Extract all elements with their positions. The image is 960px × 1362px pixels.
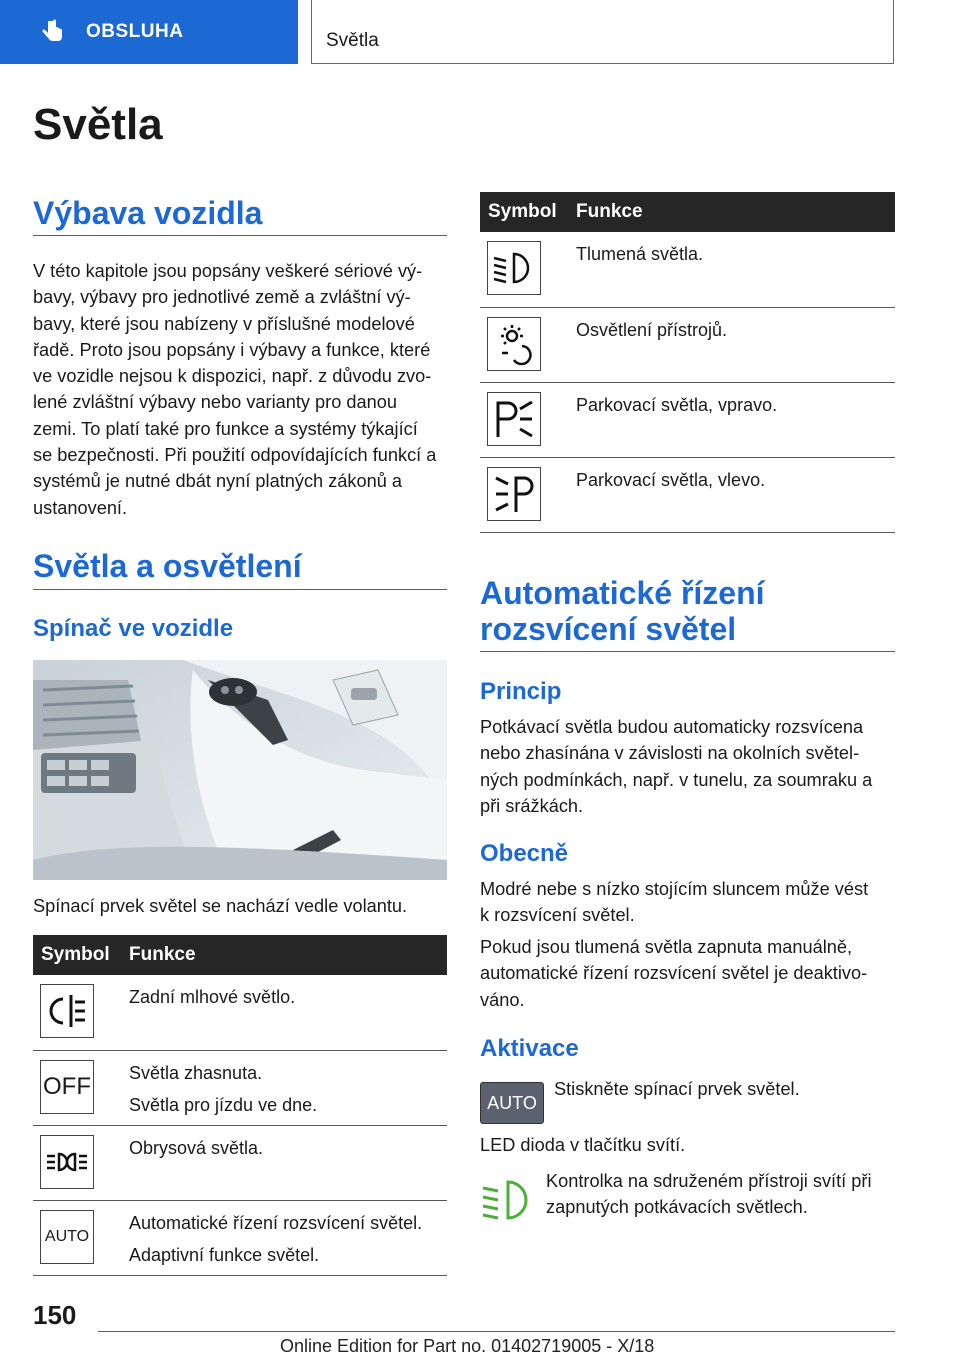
section-tab[interactable]: [0, 0, 298, 64]
table-row: Parkovací světla, vlevo.: [480, 457, 895, 532]
table-row: Zadní mlhové světlo.: [33, 975, 447, 1050]
table-row: AUTO Automatické řízení rozsvícení světel. Adaptivní funkce světel.: [33, 1200, 447, 1275]
obecne-paragraph-1: Modré nebe s nízko stojícím sluncem může vést k rozsvícení světel.: [480, 879, 869, 926]
col-symbol: Symbol: [33, 935, 129, 975]
chapter-header: [311, 0, 894, 64]
side-lights-icon: [40, 1135, 94, 1189]
auto-icon: AUTO: [40, 1210, 94, 1264]
heading-rule: [33, 235, 447, 236]
table-row: Tlumená světla.: [480, 232, 895, 307]
footer-rule: [98, 1331, 895, 1332]
chapter-label: Světla: [326, 30, 379, 51]
heading-automaticke-rizeni: Automatické řízení rozsvícení světel: [480, 575, 765, 647]
rear-fog-light-icon: [40, 984, 94, 1038]
indicator-text: Kontrolka na sdruženém přístroji svítí při zapnutých potkávacích světlech.: [546, 1171, 872, 1218]
footer-edition: Online Edition for Part no. 01402719005 - X/18: [280, 1336, 655, 1356]
heading-vybava: Výbava vozidla: [33, 195, 263, 231]
parking-light-right-icon: [487, 392, 541, 446]
low-beam-icon: [487, 241, 541, 295]
symbol-table-lights: [480, 192, 895, 533]
subheading-aktivace: Aktivace: [480, 1035, 579, 1062]
intro-paragraph: V této kapitole jsou popsány veškeré sériové vý‐ bavy, výbavy pro jednotlivé země a zvláštní vý‐ bavy, které jsou nabízeny v příslušné modelové řadě. Proto jsou popsány i výbavy a funkce, které ve vozidle nejsou k dispozici, např. z důvodu zvo‐ lené zvláštní výbavy nebo varianty pro danou zemi. To platí také pro funkce a systémy týkající se bezpečnosti. Při použití odpovídajících funkcí a systémů je nutné dbát nyní platných zákonů a ustanovení.: [33, 261, 437, 518]
princip-paragraph: Potkávací světla budou automaticky rozsvícena nebo zhasínána v závislosti na okolních světel‐ ných podmínkách, např. v tunelu, za soumraku a při srážkách.: [480, 717, 873, 816]
heading-rule: [33, 589, 447, 590]
page-title: Světla: [33, 100, 163, 149]
section-label: OBSLUHA: [86, 21, 184, 42]
table-row: Osvětlení přístrojů.: [480, 307, 895, 382]
table-row: Parkovací světla, vpravo.: [480, 382, 895, 457]
page-number: 150: [33, 1300, 77, 1330]
aktivace-instruction: Stiskněte spínací prvek světel.: [554, 1079, 800, 1099]
subheading-obecne: Obecně: [480, 840, 569, 867]
heading-svetla-osvetleni: Světla a osvětlení: [33, 548, 302, 584]
led-text: LED dioda v tlačítku svítí.: [480, 1135, 686, 1155]
instrument-lighting-icon: [487, 317, 541, 371]
lights-off-icon: OFF: [40, 1060, 94, 1114]
obecne-paragraph-2: Pokud jsou tlumená světla zapnuta manuálně, automatické řízení rozsvícení světel je deaktivo‐ váno.: [480, 937, 868, 1010]
subheading-princip: Princip: [480, 678, 562, 705]
col-function: Funkce: [129, 935, 447, 975]
low-beam-indicator-icon: [480, 1176, 534, 1224]
symbol-table-switch: [33, 935, 447, 1276]
col-symbol: Symbol: [480, 192, 576, 232]
auto-button-icon: AUTO: [480, 1082, 544, 1124]
table-row: Obrysová světla.: [33, 1125, 447, 1200]
col-function: Funkce: [576, 192, 895, 232]
subheading-spinac: Spínač ve vozidle: [33, 615, 234, 642]
heading-rule: [480, 651, 895, 652]
hand-pointer-icon: [38, 18, 66, 46]
steering-column-photo: [33, 660, 447, 880]
parking-light-left-icon: [487, 467, 541, 521]
table-row: OFF Světla zhasnuta. Světla pro jízdu ve dne.: [33, 1050, 447, 1125]
photo-caption: Spínací prvek světel se nachází vedle volantu.: [33, 896, 408, 916]
